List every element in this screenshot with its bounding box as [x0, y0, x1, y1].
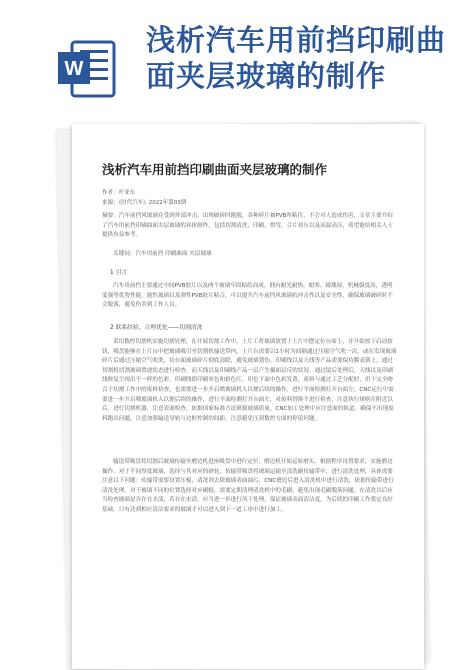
paragraph-cutting: 采用数控切割机实施切割处理，在开展切割工作中，上片工将玻璃放置于上片中摆定位台面上，并开始按下启动按钮，吸盘能够在上片台中把玻璃吸引至切割机输送带内，上片台需要以1小时为间隔通过压缩空气吹一次，或在发现玻璃碎片后通过压缩空气吹洗，待台面玻璃碎片彻底清除，避免玻璃划伤。印刷线以及天线等产品需要保持膜表朝上，通过切割机切割玻璃置放状态进行检查，而天线以及印刷线产品一层产生摄面层反的状况，通过镜后处理后，天线以及印刷线修复呈现出不一样的色彩，印刷线即印刷单色和彩色红、印色下面中色彩发黄，废料与通过工艺分配时，用于完全吻合于切割工作中的废料检查，也需要进一步开启喷玻璃机入以便后续的操作，进行平面检测打开台面左。CNC运行中需要进一步开启喷玻璃机入以便后续的操作，进行平面检测打开台面左，对废料替换不进行检查，注意执行规则在附近以后，进行切割机器，注意表面检查，依据国家标准方法研制玻璃质量。CNC加工处理中应注意面的轨道，确保不出现废料跑出问题，注意加强输送导轨与边框控制的间距，注意避免压到数控方面的停留问题。 [102, 339, 397, 422]
document-author: 作者：叶亚东 [102, 190, 136, 196]
document-abstract: 摘要：汽车前挡风玻璃在受到外部冲击，出现破碎时跑脱，各种碎片被PVB所粘住，不会对人造成伤害，文章主要介绍了汽车用前挡印刷曲面夹层玻璃的具体制作，包括切割清洗，印刷，烘弯，合片初压以及高温高压，希望能给相关人士提供有益参考。 [102, 213, 393, 239]
banner [0, 0, 474, 110]
section-heading-intro: 1 引言 [110, 270, 128, 276]
paragraph-intro: 汽车用前挡主要通过中间PVB胶片以及两个玻璃牢固粘结而成，拥有耐光耐热、耐寒、耐潮湿，机械强度高，透明度强等优势性能。能性玻璃以及弹性PVB胶片粘合，可以提升汽车前挡风玻璃抗冲击性以及安全性，确保玻璃破碎时不会脱落，避免伤害到工作人员。 [102, 283, 393, 309]
document-page [72, 124, 424, 669]
word-icon-letter: W [64, 58, 84, 80]
section-heading-cutting: 2 联系经验、合理优化——切割清洗 [110, 325, 203, 331]
document-source: 来源：《时代汽车》2022年第03期 [102, 200, 187, 206]
banner-title: 浅析汽车用前挡印刷曲面夹层玻璃的制作 [146, 23, 447, 93]
document-keywords: 关键词：汽车用前挡 印刷曲面 夹层玻璃 [113, 251, 212, 257]
document-title: 浅析汽车用前挡印刷曲面夹层玻璃的制作 [102, 162, 328, 177]
word-doc-icon [56, 38, 118, 100]
paragraph-edging: 输送带吸盘将切割后玻璃传输至磨边机进座吸盘中进行定位，磨边机开始运转磨头，根据程序设置要求，实施磨边操作，对于不同厚度玻璃，选择与其对应的砂轮，传输带吸盘将玻璃运输至清洗刷传输带中，进行清洗处理，具体需要注意以下问题：传输带需要设置压棍，清洗剂去除玻璃表面油污，CNC磨边后进入清洗机中进行清洗，依据传输带进行清洗处理，对于玻璃不同的位置选择对应刷辊，需要定期清理清洗机中的毛刷，避免出现毛刷脱落问题。在清洗以后应当检查玻璃是否存在水渍，若存在水渍，应当进一步进行风干处理，保证玻璃表面清洁度，为后续的印刷工作奠定良好基础。只有达到相应清洁要求的玻璃才可以进入到下一道工序中进行加工。 [102, 459, 394, 513]
